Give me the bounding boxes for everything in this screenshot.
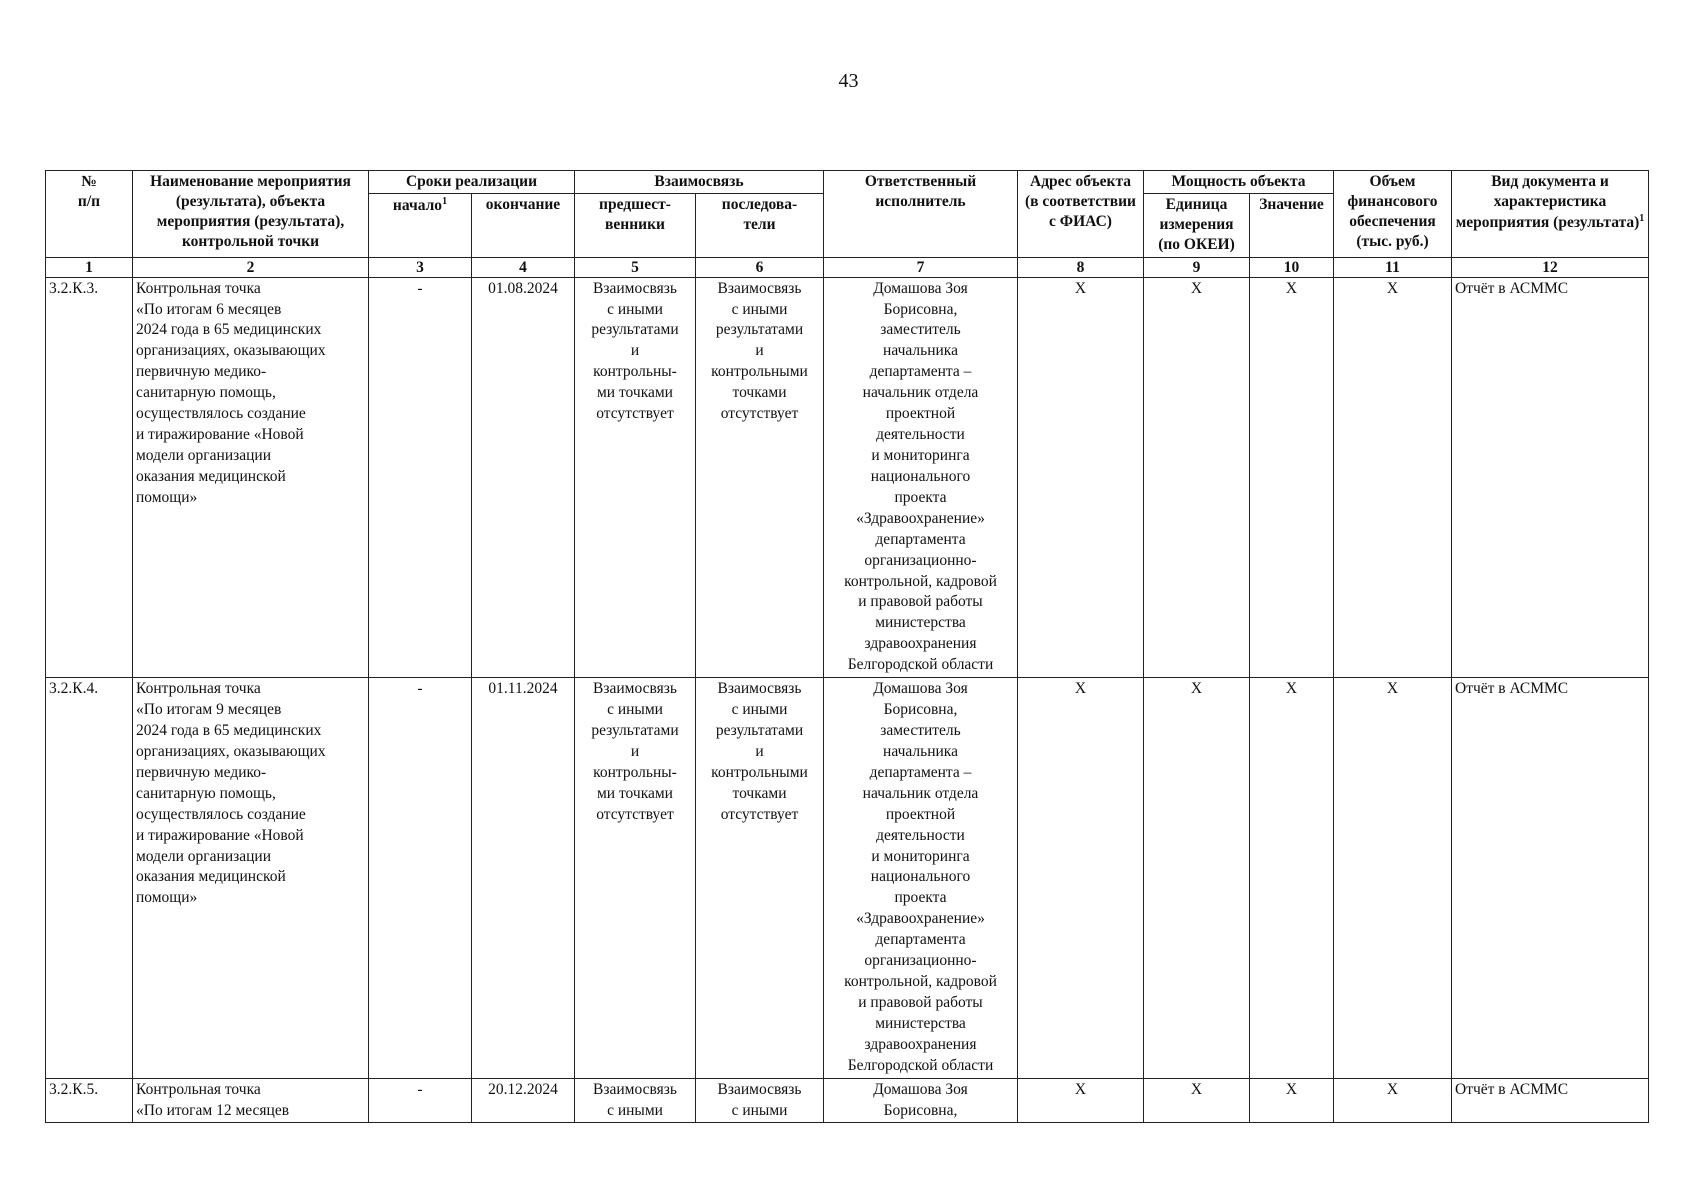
row-responsible-line: Домашова Зоя bbox=[873, 1080, 968, 1098]
header-successors: последова- тели bbox=[696, 194, 824, 257]
row-predecessors-line: контрольны- bbox=[593, 363, 677, 381]
row-name-line: 2024 года в 65 медицинских bbox=[136, 321, 322, 339]
row-responsible-line: начальник отдела bbox=[862, 384, 979, 402]
row-successors-line: контрольными bbox=[711, 363, 808, 381]
row-responsible-line: национального bbox=[870, 868, 971, 886]
row-successors bbox=[696, 678, 824, 1079]
row-successors-line: контрольными bbox=[711, 763, 808, 781]
row-predecessors-line: ми точками bbox=[597, 384, 673, 402]
row-responsible-line: «Здравоохранение» bbox=[856, 910, 985, 928]
row-end: 01.11.2024 bbox=[472, 678, 575, 1079]
row-responsible-line: Борисовна, bbox=[883, 701, 958, 719]
row-name-line: осуществлялось создание bbox=[136, 405, 306, 423]
row-responsible-line: контрольной, кадровой bbox=[844, 572, 997, 590]
row-responsible-line: проектной bbox=[885, 405, 956, 423]
row-unit: Х bbox=[1144, 1078, 1250, 1123]
row-responsible-line: Борисовна, bbox=[883, 300, 958, 318]
page-number: 43 bbox=[838, 70, 859, 92]
header-end: окончание bbox=[472, 194, 575, 257]
header-predecessors: предшест- венники bbox=[575, 194, 696, 257]
row-successors-line: Взаимосвязь bbox=[717, 1080, 802, 1098]
row-predecessors-line: отсутствует bbox=[596, 405, 674, 423]
row-responsible bbox=[824, 277, 1018, 678]
header-start-text: начало bbox=[392, 197, 443, 215]
header-start-sup: 1 bbox=[442, 196, 448, 208]
row-address: Х bbox=[1018, 1078, 1144, 1123]
row-responsible-line: Борисовна, bbox=[883, 1101, 958, 1119]
row-end: 01.08.2024 bbox=[472, 277, 575, 678]
row-responsible-line: министерства bbox=[875, 1014, 966, 1032]
row-responsible-line: Домашова Зоя bbox=[873, 680, 968, 698]
row-predecessors-line: и bbox=[630, 742, 640, 760]
column-number: 4 bbox=[472, 257, 575, 277]
row-successors bbox=[696, 277, 824, 678]
row-finance: Х bbox=[1334, 678, 1452, 1079]
column-number: 5 bbox=[575, 257, 696, 277]
row-name-line: модели организации bbox=[136, 446, 271, 464]
row-name-line: организациях, оказывающих bbox=[136, 342, 326, 360]
row-predecessors-line: и bbox=[630, 342, 640, 360]
header-capacity: Мощность объекта bbox=[1144, 171, 1334, 194]
row-name-line: санитарную помощь, bbox=[136, 784, 276, 802]
row-successors-line: точками bbox=[732, 384, 787, 402]
row-responsible-line: деятельности bbox=[876, 826, 965, 844]
row-responsible-line: департамента – bbox=[869, 363, 972, 381]
row-predecessors-line: с иными bbox=[607, 1101, 663, 1119]
row-responsible-line: деятельности bbox=[876, 426, 965, 444]
row-predecessors-line: с иными bbox=[607, 701, 663, 719]
row-name-line: организациях, оказывающих bbox=[136, 742, 326, 760]
row-value: Х bbox=[1250, 1078, 1334, 1123]
header-value: Значение bbox=[1250, 194, 1334, 257]
row-id: 3.2.К.3. bbox=[46, 277, 133, 678]
row-name-line: 2024 года в 65 медицинских bbox=[136, 721, 322, 739]
row-responsible-line: и правовой работы bbox=[858, 993, 983, 1011]
row-doc: Отчёт в АСММС bbox=[1452, 1078, 1649, 1123]
header-terms: Сроки реализации bbox=[369, 171, 575, 194]
row-predecessors bbox=[575, 277, 696, 678]
row-responsible-line: начальник отдела bbox=[862, 784, 979, 802]
row-name-line: модели организации bbox=[136, 847, 271, 865]
row-successors bbox=[696, 1078, 824, 1123]
table-row bbox=[46, 678, 1649, 1079]
row-start: - bbox=[369, 1078, 472, 1123]
row-start: - bbox=[369, 277, 472, 678]
header-address bbox=[1018, 171, 1144, 258]
row-responsible-line: проекта bbox=[894, 889, 947, 907]
row-name-line: «По итогам 9 месяцев bbox=[136, 701, 282, 719]
row-name-line: и тиражирование «Новой bbox=[136, 426, 304, 444]
row-responsible-line: Домашова Зоя bbox=[873, 279, 968, 297]
header-name: Наименование мероприятия (результата), объекта мероприятия (результата), контрольной точки bbox=[133, 171, 369, 258]
row-responsible-line: организационно- bbox=[864, 952, 977, 970]
row-name-line: Контрольная точка bbox=[136, 279, 261, 297]
row-successors-line: точками bbox=[732, 784, 787, 802]
row-id: 3.2.К.5. bbox=[46, 1078, 133, 1123]
row-responsible-line: «Здравоохранение» bbox=[856, 509, 985, 527]
column-number: 8 bbox=[1018, 257, 1144, 277]
row-unit: Х bbox=[1144, 277, 1250, 678]
row-predecessors-line: ми точками bbox=[597, 784, 673, 802]
row-responsible-line: здравоохранения bbox=[864, 1035, 977, 1053]
row-successors-line: отсутствует bbox=[720, 405, 799, 423]
row-successors-line: с иными bbox=[731, 300, 788, 318]
row-name-line: первичную медико- bbox=[136, 363, 267, 381]
row-responsible-line: министерства bbox=[875, 614, 966, 632]
header-address-sub: (в соответствии с ФИАС) bbox=[1025, 193, 1136, 231]
column-number: 3 bbox=[369, 257, 472, 277]
row-id: 3.2.К.4. bbox=[46, 678, 133, 1079]
row-name-line: оказания медицинской bbox=[136, 868, 286, 886]
row-predecessors-line: отсутствует bbox=[596, 805, 674, 823]
row-responsible-line: здравоохранения bbox=[864, 635, 977, 653]
column-number-row bbox=[46, 257, 1649, 277]
row-responsible-line: контрольной, кадровой bbox=[844, 973, 997, 991]
row-successors-line: результатами bbox=[715, 721, 804, 739]
row-address: Х bbox=[1018, 678, 1144, 1079]
row-name-line: помощи» bbox=[136, 488, 198, 506]
column-number: 12 bbox=[1452, 257, 1649, 277]
row-successors-line: результатами bbox=[715, 321, 804, 339]
row-value: Х bbox=[1250, 678, 1334, 1079]
row-predecessors-line: результатами bbox=[591, 721, 679, 739]
row-successors-line: Взаимосвязь bbox=[717, 279, 802, 297]
column-number: 6 bbox=[696, 257, 824, 277]
row-predecessors-line: с иными bbox=[607, 300, 663, 318]
row-predecessors-line: контрольны- bbox=[593, 763, 677, 781]
column-number: 1 bbox=[46, 257, 133, 277]
row-name-line: первичную медико- bbox=[136, 763, 267, 781]
row-responsible-line: департамента bbox=[875, 931, 966, 949]
header-num: № п/п bbox=[46, 171, 133, 258]
table-row bbox=[46, 1078, 1649, 1123]
row-name-line: помощи» bbox=[136, 889, 198, 907]
column-number: 10 bbox=[1250, 257, 1334, 277]
row-name-line: «По итогам 12 месяцев bbox=[136, 1101, 290, 1119]
row-value: Х bbox=[1250, 277, 1334, 678]
header-doc-type-text: Вид документа и характеристика мероприятия (результата) bbox=[1455, 173, 1640, 232]
row-responsible bbox=[824, 1078, 1018, 1123]
column-number: 7 bbox=[824, 257, 1018, 277]
row-start: - bbox=[369, 678, 472, 1079]
row-responsible-line: департамента bbox=[875, 530, 966, 548]
header-address-title: Адрес объекта bbox=[1030, 173, 1131, 190]
row-name-line: и тиражирование «Новой bbox=[136, 826, 304, 844]
row-name-line: санитарную помощь, bbox=[136, 384, 276, 402]
row-successors-line: и bbox=[755, 742, 764, 760]
row-responsible-line: начальника bbox=[883, 342, 958, 360]
row-doc: Отчёт в АСММС bbox=[1452, 277, 1649, 678]
plan-table bbox=[45, 170, 1649, 1123]
row-successors-line: и bbox=[755, 342, 764, 360]
row-successors-line: с иными bbox=[731, 1101, 788, 1119]
row-successors-line: отсутствует bbox=[720, 805, 799, 823]
row-predecessors-line: результатами bbox=[591, 321, 679, 339]
row-responsible-line: заместитель bbox=[880, 721, 961, 739]
row-predecessors-line: Взаимосвязь bbox=[593, 1080, 677, 1098]
row-name bbox=[133, 1078, 369, 1123]
row-responsible-line: проектной bbox=[885, 805, 956, 823]
row-responsible-line: и мониторинга bbox=[871, 446, 970, 464]
row-responsible-line: проекта bbox=[894, 488, 947, 506]
row-predecessors-line: Взаимосвязь bbox=[593, 680, 677, 698]
row-responsible-line: и правовой работы bbox=[858, 593, 983, 611]
row-responsible-line: департамента – bbox=[869, 763, 972, 781]
header-doc-type-sup: 1 bbox=[1639, 213, 1645, 225]
header-responsible: Ответственный исполнитель bbox=[824, 171, 1018, 258]
row-responsible-line: национального bbox=[870, 467, 971, 485]
row-responsible-line: Белгородской области bbox=[847, 1056, 994, 1074]
table-row bbox=[46, 277, 1649, 678]
row-name bbox=[133, 678, 369, 1079]
row-responsible-line: начальника bbox=[883, 742, 958, 760]
header-unit: Единица измерения (по ОКЕИ) bbox=[1144, 194, 1250, 257]
row-successors-line: Взаимосвязь bbox=[717, 680, 802, 698]
row-name-line: оказания медицинской bbox=[136, 467, 286, 485]
header-start bbox=[369, 194, 472, 257]
row-address: Х bbox=[1018, 277, 1144, 678]
row-responsible-line: заместитель bbox=[880, 321, 961, 339]
header-doc-type bbox=[1452, 171, 1649, 258]
row-responsible-line: организационно- bbox=[864, 551, 977, 569]
row-responsible bbox=[824, 678, 1018, 1079]
row-name-line: осуществлялось создание bbox=[136, 805, 306, 823]
row-responsible-line: и мониторинга bbox=[871, 847, 970, 865]
column-number: 11 bbox=[1334, 257, 1452, 277]
row-predecessors bbox=[575, 1078, 696, 1123]
row-predecessors bbox=[575, 678, 696, 1079]
row-doc: Отчёт в АСММС bbox=[1452, 678, 1649, 1079]
row-name-line: Контрольная точка bbox=[136, 680, 261, 698]
row-name bbox=[133, 277, 369, 678]
header-finance: Объем финансового обеспечения (тыс. руб.) bbox=[1334, 171, 1452, 258]
row-predecessors-line: Взаимосвязь bbox=[593, 279, 677, 297]
column-number: 9 bbox=[1144, 257, 1250, 277]
row-finance: Х bbox=[1334, 277, 1452, 678]
row-unit: Х bbox=[1144, 678, 1250, 1079]
row-end: 20.12.2024 bbox=[472, 1078, 575, 1123]
row-name-line: Контрольная точка bbox=[136, 1080, 261, 1098]
row-name-line: «По итогам 6 месяцев bbox=[136, 300, 282, 318]
row-successors-line: с иными bbox=[731, 701, 788, 719]
header-relation: Взаимосвязь bbox=[575, 171, 824, 194]
row-responsible-line: Белгородской области bbox=[847, 656, 994, 674]
header-row-1 bbox=[46, 171, 1649, 194]
column-number: 2 bbox=[133, 257, 369, 277]
table-body bbox=[46, 277, 1649, 1123]
row-finance: Х bbox=[1334, 1078, 1452, 1123]
